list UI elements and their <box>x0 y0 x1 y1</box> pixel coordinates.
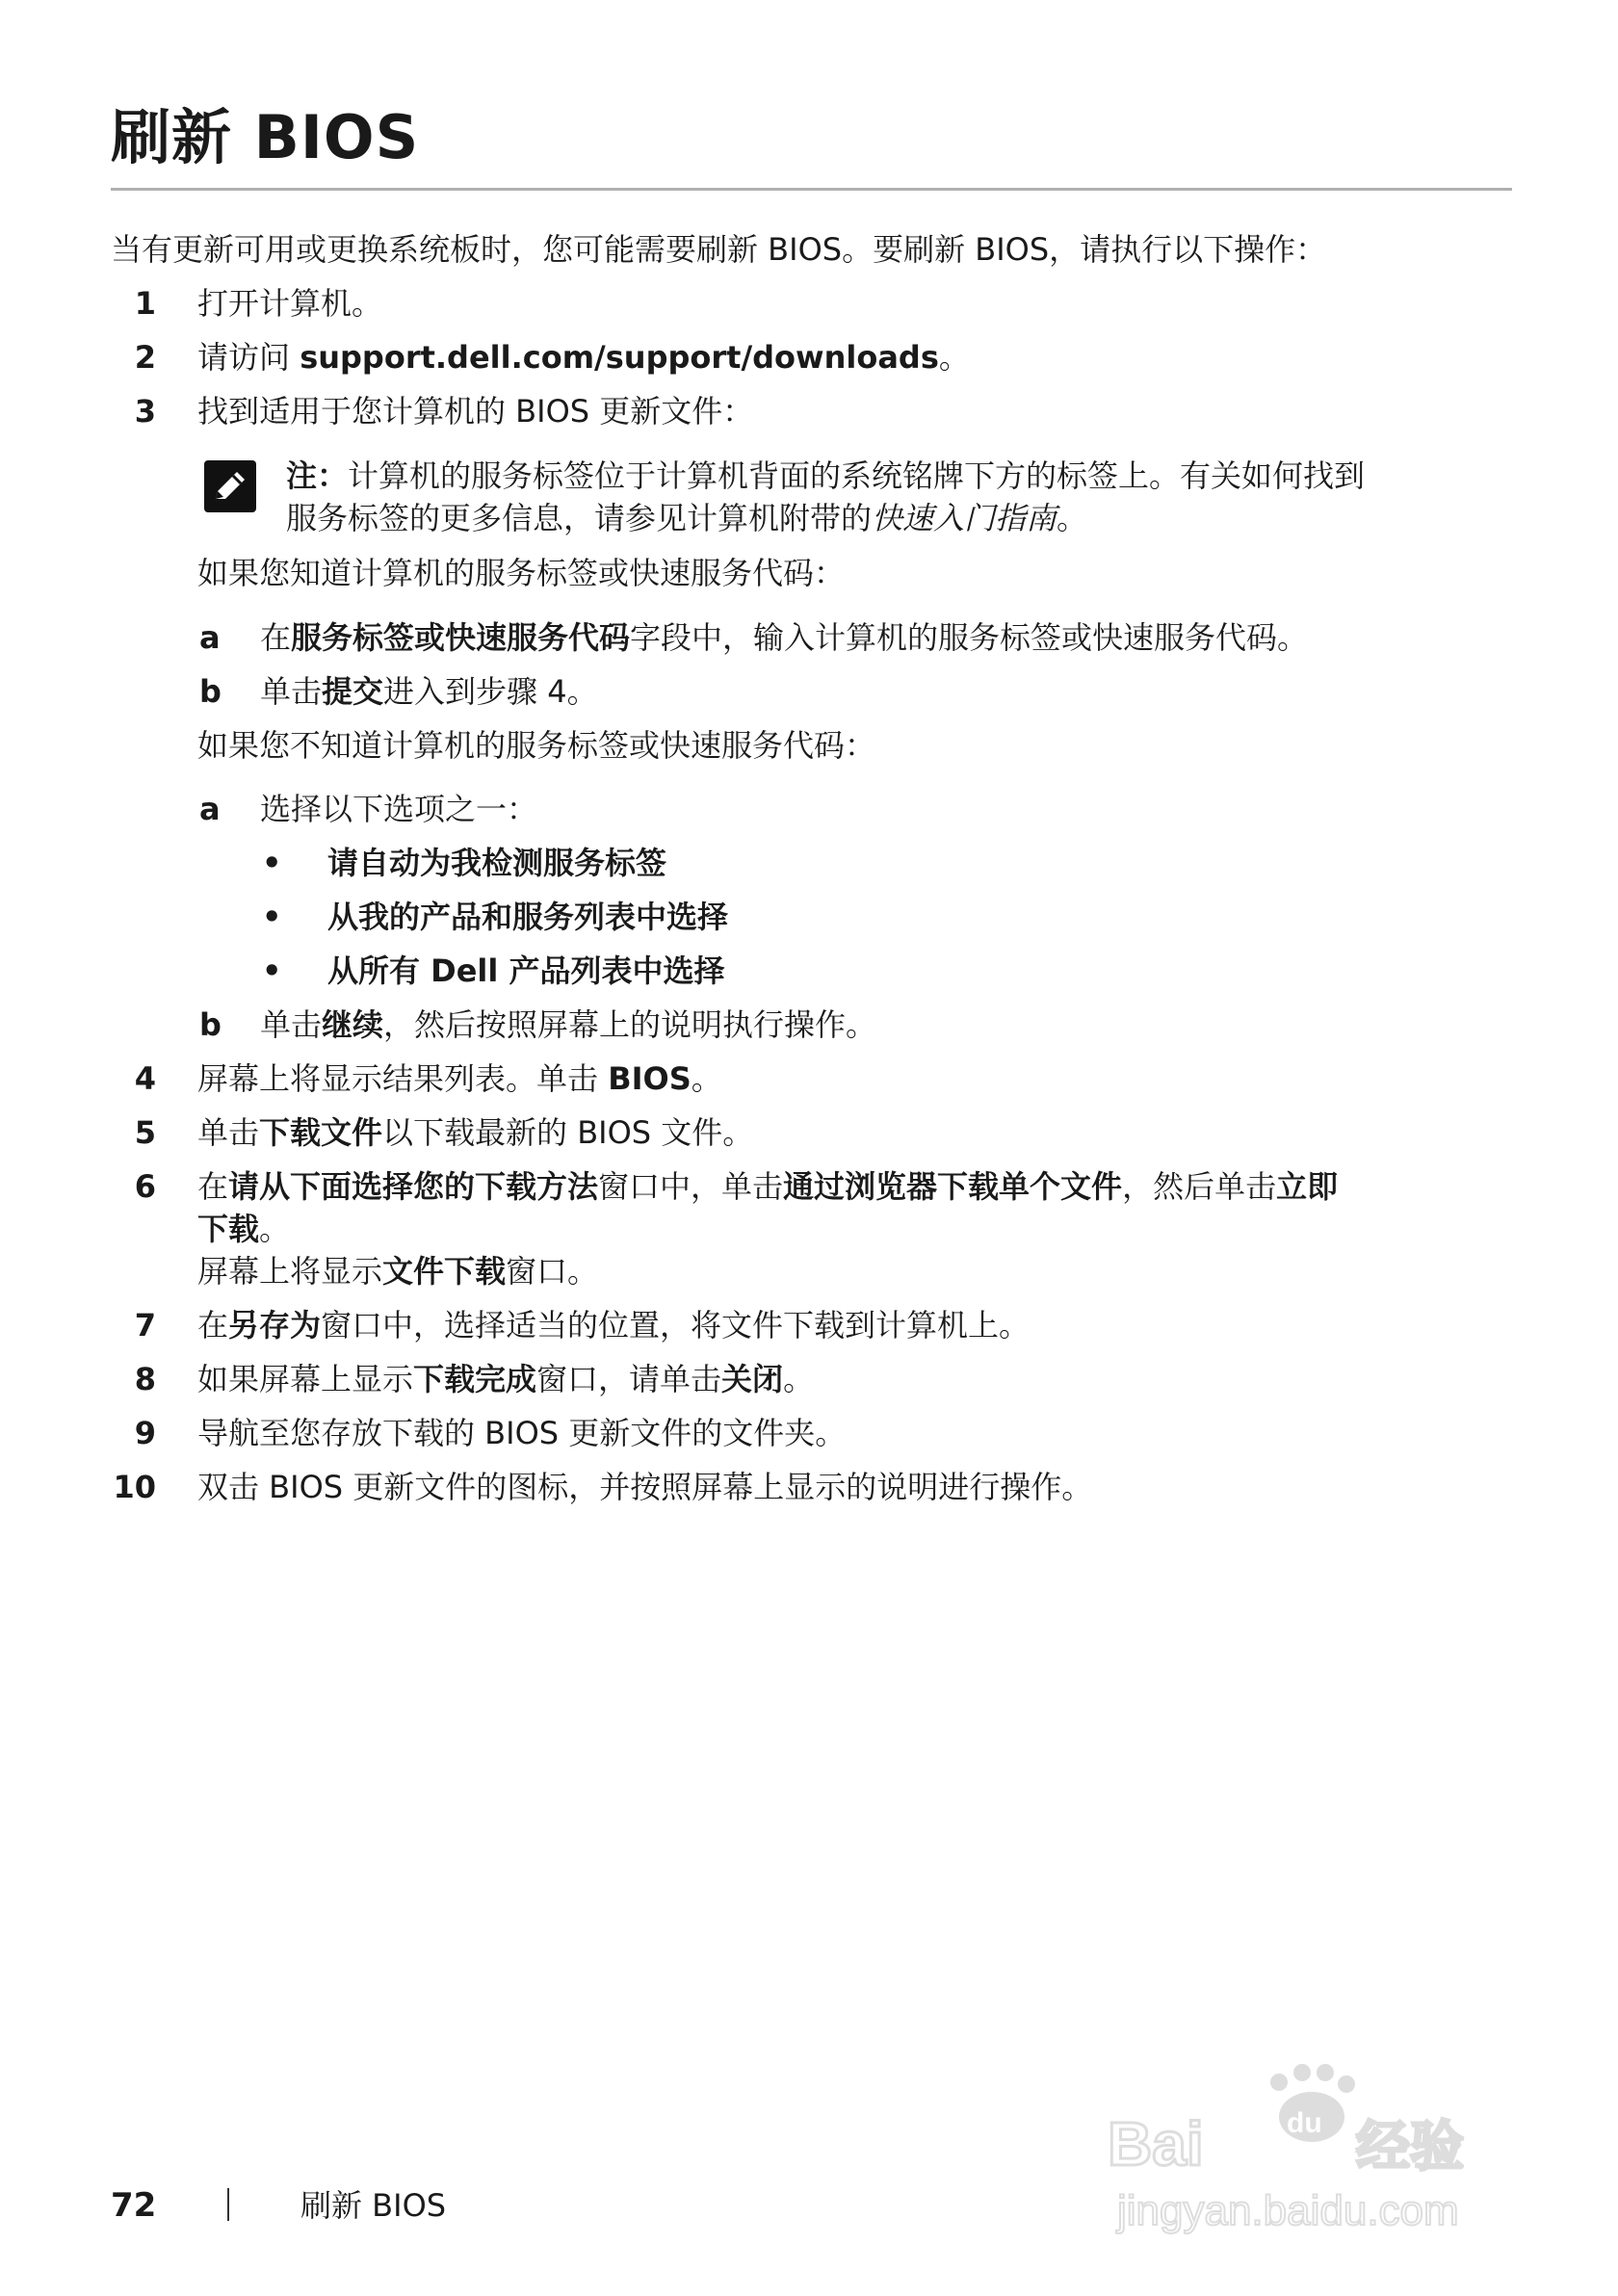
step-text: 导航至您存放下载的 BIOS 更新文件的文件夹。 <box>197 1415 847 1451</box>
step-number: 1 <box>134 285 156 322</box>
step-number: 10 <box>113 1469 156 1505</box>
step-text: 如果屏幕上显示下载完成窗口，请单击关闭。 <box>197 1361 815 1397</box>
step-text: 打开计算机。 <box>197 285 383 322</box>
step-number: 3 <box>134 393 156 430</box>
step-text: 在请从下面选择您的下载方法窗口中，单击通过浏览器下载单个文件，然后单击立即 <box>197 1168 1339 1205</box>
note-line-1: 注：计算机的服务标签位于计算机背面的系统铭牌下方的标签上。有关如何找到 <box>286 457 1366 494</box>
option-item: 从我的产品和服务列表中选择 <box>327 899 729 935</box>
sub-step-text: 单击提交进入到步骤 4。 <box>260 673 598 710</box>
quick-start-guide-title: 快速入门指南 <box>872 500 1057 536</box>
step-text: 在另存为窗口中，选择适当的位置，将文件下载到计算机上。 <box>197 1307 1031 1344</box>
unknown-tag-intro: 如果您不知道计算机的服务标签或快速服务代码： <box>197 727 876 764</box>
pencil-note-icon <box>204 460 256 512</box>
watermark-url: jingyan.baidu.com <box>1117 2187 1459 2234</box>
bullet-icon: • <box>262 845 282 881</box>
step-text: 双击 BIOS 更新文件的图标，并按照屏幕上显示的说明进行操作。 <box>197 1469 1093 1505</box>
sub-step-letter: b <box>199 1006 222 1043</box>
intro-text: 当有更新可用或更换系统板时，您可能需要刷新 BIOS。要刷新 BIOS，请执行以下操作： <box>111 231 1327 268</box>
step-number: 2 <box>134 339 156 376</box>
footer-divider <box>227 2188 229 2221</box>
step-number: 6 <box>134 1168 156 1205</box>
bullet-icon: • <box>262 899 282 935</box>
page-title: 刷新 BIOS <box>111 102 420 172</box>
watermark-brand-du: du <box>1287 2107 1322 2139</box>
step-text: 找到适用于您计算机的 BIOS 更新文件： <box>197 393 754 430</box>
bullet-icon: • <box>262 952 282 989</box>
step-number: 4 <box>134 1060 156 1097</box>
baidu-watermark <box>1098 2061 1512 2244</box>
sub-step-letter: a <box>199 791 221 827</box>
note-line-2: 服务标签的更多信息，请参见计算机附带的快速入门指南。 <box>286 500 1088 536</box>
page-number: 72 <box>111 2186 157 2225</box>
watermark-cn: 经验 <box>1356 2116 1464 2179</box>
sub-step-letter: b <box>199 673 222 710</box>
sub-step-text: 单击继续，然后按照屏幕上的说明执行操作。 <box>260 1006 877 1043</box>
footer-section-title: 刷新 BIOS <box>300 2187 447 2224</box>
step-number: 9 <box>134 1415 156 1451</box>
option-item: 从所有 Dell 产品列表中选择 <box>327 952 725 989</box>
sub-step-letter: a <box>199 619 221 656</box>
option-item: 请自动为我检测服务标签 <box>327 845 667 881</box>
known-tag-intro: 如果您知道计算机的服务标签或快速服务代码： <box>197 555 846 591</box>
step-number: 8 <box>134 1361 156 1397</box>
step-text-continued: 下载。 <box>197 1211 291 1247</box>
sub-step-text: 选择以下选项之一： <box>260 791 538 827</box>
sub-step-text: 在服务标签或快速服务代码字段中，输入计算机的服务标签或快速服务代码。 <box>260 619 1309 656</box>
title-divider <box>111 188 1512 191</box>
step-number: 7 <box>134 1307 156 1344</box>
support-url-link[interactable]: support.dell.com/support/downloads <box>300 339 939 376</box>
step-text: 屏幕上将显示结果列表。单击 BIOS。 <box>197 1060 722 1097</box>
watermark-brand: Bai <box>1108 2109 1204 2179</box>
step-number: 5 <box>134 1114 156 1151</box>
step-subtext: 屏幕上将显示文件下载窗口。 <box>197 1253 599 1290</box>
step-text: 单击下载文件以下载最新的 BIOS 文件。 <box>197 1114 754 1151</box>
step-text: 请访问 support.dell.com/support/downloads。 <box>197 339 970 376</box>
